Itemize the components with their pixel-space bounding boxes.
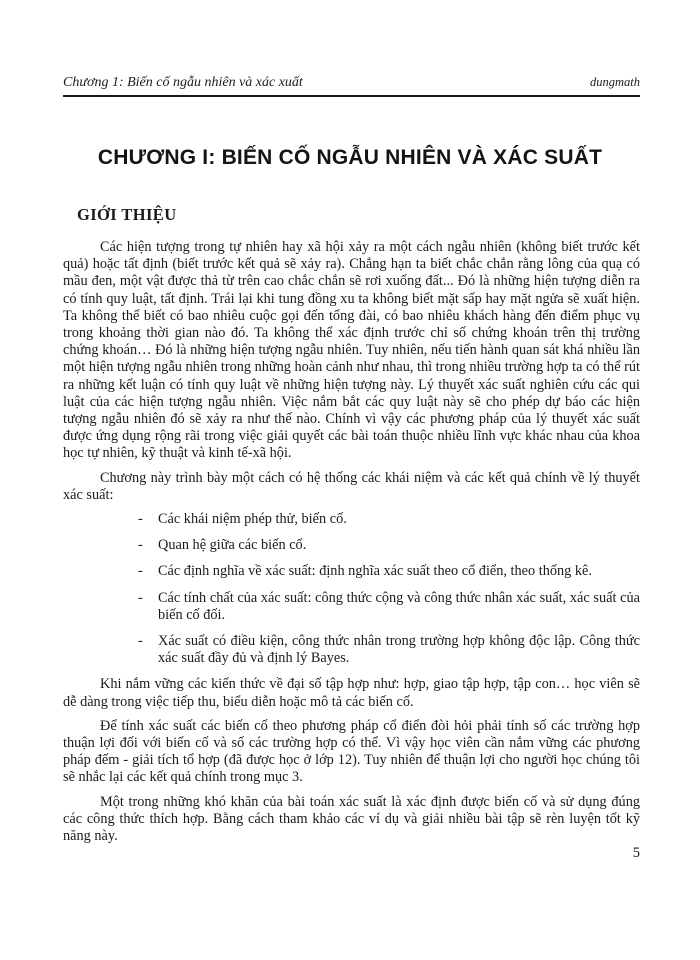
running-header-chapter-label: Chương 1: Biến cố ngẫu nhiên và xác xuất: [63, 75, 303, 90]
paragraph-counting-methods: Để tính xác suất các biến cố theo phương pháp cổ điển đòi hỏi phải tính số các trường hợp thuận lợi đối với biến cố và số các trường hợp có thể. Vì vậy học viên cần nắm vững các phương pháp đếm - giải tích tổ hợp (đã được học ở lớp 12). Tuy nhiên để thuận lợi cho người học chúng tôi sẽ nhắc lại các kết quả chính trong mục 3.: [63, 717, 640, 786]
paragraph-difficulties: Một trong những khó khăn của bài toán xác suất là xác định được biến cố và sử dụng đúng các công thức thích hợp. Bằng cách tham khảo các ví dụ và giải nhiều bài tập sẽ rèn luyện tốt kỹ năng này.: [63, 793, 640, 845]
list-item-text: Các định nghĩa về xác suất: định nghĩa xác suất theo cổ điển, theo thống kê.: [158, 563, 592, 580]
list-marker: -: [138, 589, 143, 606]
page-number: 5: [632, 845, 640, 861]
list-marker: -: [138, 537, 143, 554]
list-marker: -: [138, 633, 143, 650]
list-item-text: Các tính chất của xác suất: công thức cộng và công thức nhân xác suất, xác suất của biến cố đối.: [158, 589, 640, 623]
list-marker: -: [138, 563, 143, 580]
list-item-text: Các khái niệm phép thử, biến cố.: [158, 511, 347, 528]
paragraph-random-phenomena: Các hiện tượng trong tự nhiên hay xã hội xảy ra một cách ngẫu nhiên (không biết trước kết quả) hoặc tất định (biết trước kết quả sẽ xảy ra). Chẳng hạn ta biết chắc chắn rằng lông của quạ có mầu đen, một vật được thả từ trên cao chắc chắn sẽ rơi xuống đất... Đó là những hiện tượng diễn ra có tính quy luật, tất định. Trái lại khi tung đồng xu ta không biết mặt sấp hay mặt ngửa sẽ xuất hiện. Ta không thể biết có bao nhiêu cuộc gọi đến tổng đài, có bao nhiêu khách hàng đến điểm phục vụ trong khoảng thời gian nào đó. Ta không thể xác định trước chỉ số chứng khoán trên thị trường chứng khoán… Đó là những hiện tượng ngẫu nhiên. Tuy nhiên, nếu tiến hành quan sát khá nhiều lần một hiện tượng ngẫu nhiên trong những hoàn cảnh như nhau, thì trong nhiều trường hợp ta có thể rút ra những kết luận có tính quy luật về những hiện tượng này. Lý thuyết xác suất nghiên cứu các qui luật của các hiện tượng ngẫu nhiên. Việc nắm bắt các quy luật này sẽ cho phép dự báo các hiện tượng ngẫu nhiên đó sẽ xảy ra như thế nào. Chính vì vậy các phương pháp của lý thuyết xác suất được ứng dụng rộng rãi trong việc giải quyết các bài toán thuộc nhiều lĩnh vực khác nhau của khoa học tự nhiên, kỹ thuật và kinh tế-xã hội.: [63, 239, 640, 462]
list-item-trial-event: [63, 511, 640, 528]
paragraph-chapter-overview: Chương này trình bày một cách có hệ thống các khái niệm và các kết quả chính về lý thuyết xác suất:: [63, 469, 640, 503]
running-header-author-label: dungmath: [590, 75, 640, 89]
list-item-text: Quan hệ giữa các biến cố.: [158, 537, 307, 554]
list-item-event-relations: [63, 537, 640, 554]
running-header: [63, 75, 640, 97]
topic-list: [63, 511, 640, 667]
list-marker: -: [138, 511, 143, 528]
page-content: [63, 205, 640, 852]
chapter-title: CHƯƠNG I: BIẾN CỐ NGẪU NHIÊN VÀ XÁC SUẤT: [97, 146, 603, 169]
paragraph-set-algebra: Khi nắm vững các kiến thức về đại số tập hợp như: hợp, giao tập hợp, tập con… học viên sẽ dễ dàng trong việc tiếp thu, biểu diễn hoặc mô tả các biến cố.: [63, 676, 640, 710]
list-item-probability-definitions: [63, 563, 640, 580]
section-heading-introduction: GIỚI THIỆU: [77, 205, 177, 224]
list-item-text: Xác suất có điều kiện, công thức nhân trong trường hợp không độc lập. Công thức xác suất đầy đủ và định lý Bayes.: [158, 633, 640, 667]
list-item-probability-properties: [63, 590, 640, 624]
list-item-conditional-bayes: [63, 633, 640, 667]
